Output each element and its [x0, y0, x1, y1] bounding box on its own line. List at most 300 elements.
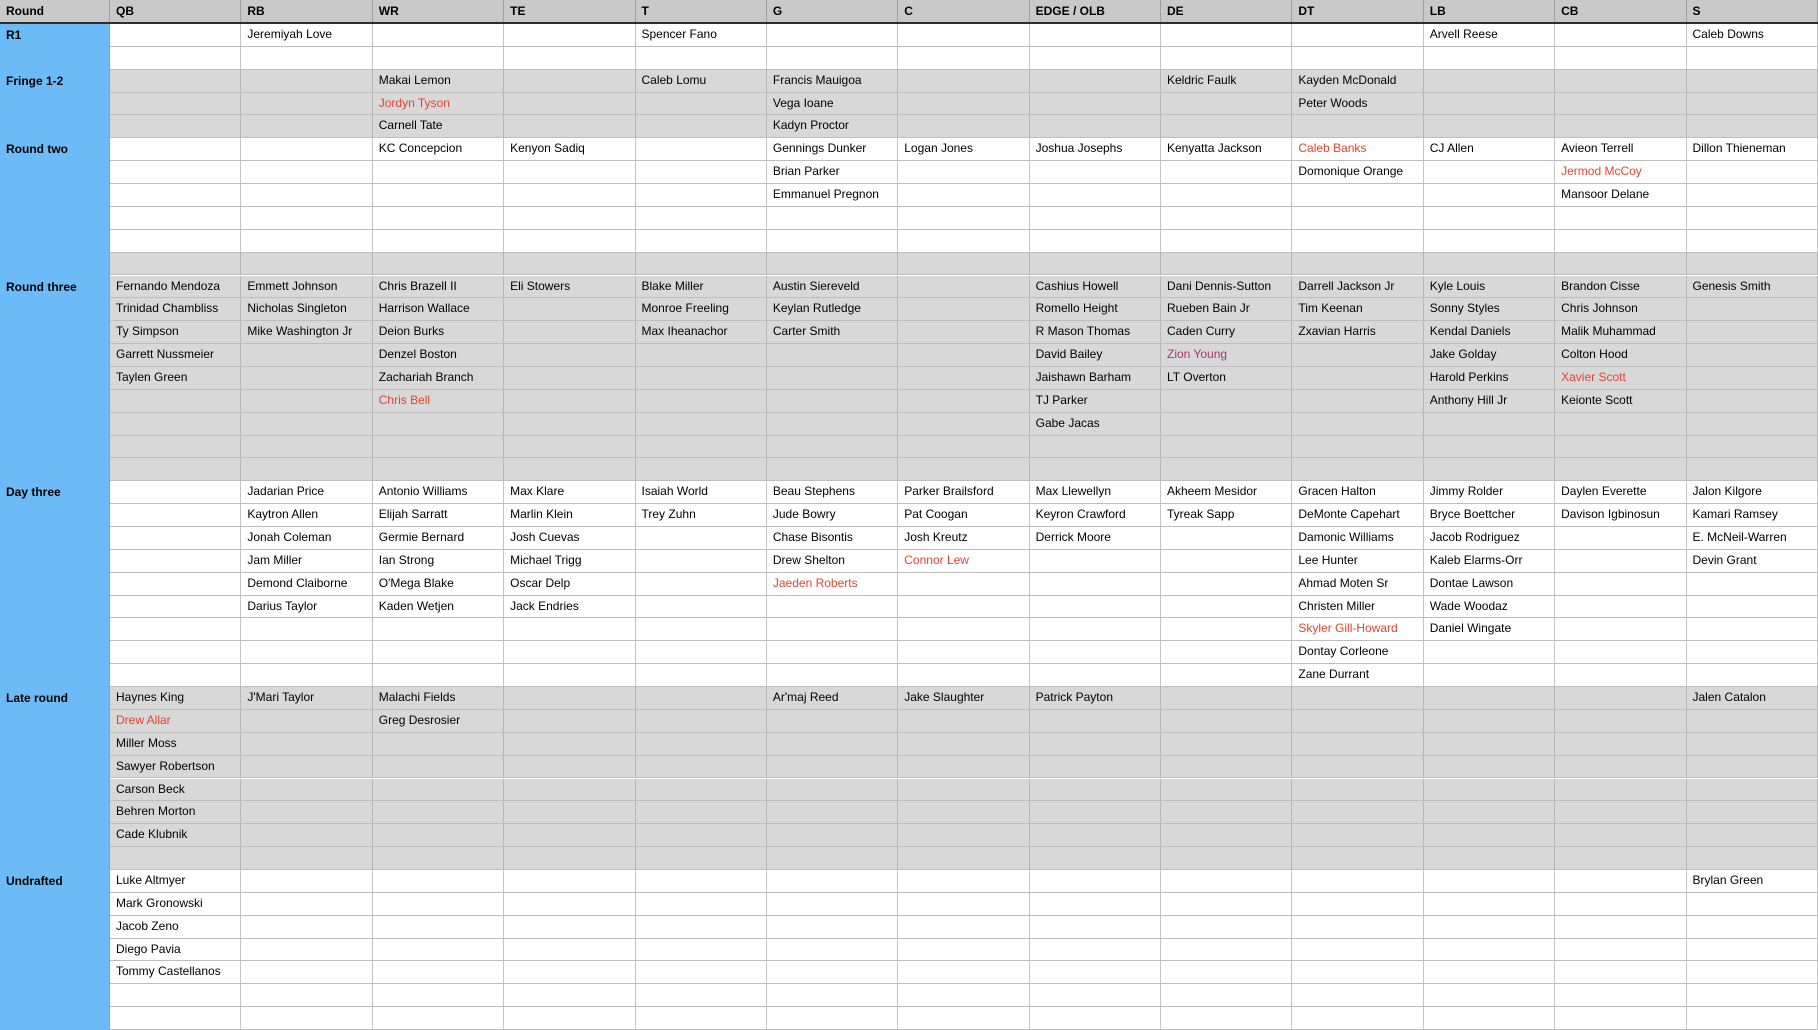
cell-c[interactable] [898, 733, 1029, 755]
cell-de[interactable] [1161, 893, 1292, 915]
cell-qb[interactable]: Ty Simpson [110, 321, 241, 343]
cell-lb[interactable]: Jacob Rodriguez [1424, 527, 1555, 549]
cell-lb[interactable]: Wade Woodaz [1424, 596, 1555, 618]
cell-c[interactable] [898, 618, 1029, 640]
cell-cb[interactable] [1555, 115, 1686, 137]
cell-de[interactable] [1161, 733, 1292, 755]
cell-de[interactable] [1161, 847, 1292, 869]
cell-dt[interactable]: Darrell Jackson Jr [1292, 276, 1423, 298]
cell-te[interactable]: Marlin Klein [504, 504, 635, 526]
cell-te[interactable] [504, 436, 635, 458]
cell-lb[interactable] [1424, 115, 1555, 137]
cell-de[interactable] [1161, 161, 1292, 183]
cell-c[interactable] [898, 847, 1029, 869]
cell-qb[interactable] [110, 596, 241, 618]
cell-wr[interactable]: Deion Burks [373, 321, 504, 343]
header-c[interactable]: C [898, 0, 1029, 22]
cell-de[interactable]: Dani Dennis-Sutton [1161, 276, 1292, 298]
cell-te[interactable] [504, 344, 635, 366]
cell-cb[interactable] [1555, 527, 1686, 549]
cell-g[interactable]: Beau Stephens [767, 481, 898, 503]
cell-t[interactable] [636, 687, 767, 709]
cell-t[interactable] [636, 436, 767, 458]
cell-edge[interactable] [1030, 230, 1161, 252]
cell-t[interactable]: Caleb Lomu [636, 70, 767, 92]
cell-cb[interactable]: Chris Johnson [1555, 298, 1686, 320]
cell-edge[interactable] [1030, 207, 1161, 229]
cell-s[interactable] [1687, 596, 1818, 618]
cell-qb[interactable] [110, 253, 241, 275]
cell-de[interactable] [1161, 939, 1292, 961]
cell-g[interactable] [767, 436, 898, 458]
cell-te[interactable] [504, 641, 635, 663]
cell-g[interactable]: Ar'maj Reed [767, 687, 898, 709]
cell-rb[interactable] [241, 870, 372, 892]
cell-qb[interactable] [110, 504, 241, 526]
cell-t[interactable] [636, 138, 767, 160]
cell-c[interactable] [898, 93, 1029, 115]
cell-wr[interactable] [373, 984, 504, 1006]
cell-t[interactable] [636, 1007, 767, 1029]
cell-c[interactable] [898, 458, 1029, 480]
header-g[interactable]: G [767, 0, 898, 22]
cell-qb[interactable] [110, 1007, 241, 1029]
cell-c[interactable] [898, 413, 1029, 435]
cell-dt[interactable] [1292, 824, 1423, 846]
cell-edge[interactable] [1030, 596, 1161, 618]
cell-lb[interactable] [1424, 710, 1555, 732]
cell-qb[interactable] [110, 24, 241, 46]
cell-wr[interactable] [373, 641, 504, 663]
cell-lb[interactable] [1424, 664, 1555, 686]
cell-t[interactable] [636, 413, 767, 435]
header-dt[interactable]: DT [1292, 0, 1423, 22]
cell-c[interactable]: Parker Brailsford [898, 481, 1029, 503]
cell-t[interactable] [636, 641, 767, 663]
cell-de[interactable] [1161, 436, 1292, 458]
cell-rb[interactable]: Jonah Coleman [241, 527, 372, 549]
cell-c[interactable] [898, 596, 1029, 618]
cell-te[interactable] [504, 253, 635, 275]
cell-edge[interactable] [1030, 573, 1161, 595]
cell-dt[interactable]: Domonique Orange [1292, 161, 1423, 183]
cell-wr[interactable] [373, 230, 504, 252]
cell-wr[interactable]: Germie Bernard [373, 527, 504, 549]
cell-dt[interactable] [1292, 961, 1423, 983]
cell-de[interactable] [1161, 527, 1292, 549]
cell-lb[interactable]: Kendal Daniels [1424, 321, 1555, 343]
cell-qb[interactable]: Taylen Green [110, 367, 241, 389]
cell-t[interactable] [636, 93, 767, 115]
cell-dt[interactable] [1292, 115, 1423, 137]
cell-dt[interactable] [1292, 939, 1423, 961]
cell-qb[interactable] [110, 47, 241, 69]
cell-cb[interactable] [1555, 779, 1686, 801]
group-label-round-two[interactable]: Round two [6, 142, 68, 157]
cell-te[interactable] [504, 779, 635, 801]
cell-s[interactable] [1687, 436, 1818, 458]
cell-de[interactable] [1161, 413, 1292, 435]
cell-edge[interactable] [1030, 870, 1161, 892]
cell-rb[interactable] [241, 47, 372, 69]
cell-t[interactable]: Monroe Freeling [636, 298, 767, 320]
cell-lb[interactable]: Kyle Louis [1424, 276, 1555, 298]
cell-dt[interactable] [1292, 756, 1423, 778]
cell-wr[interactable]: Greg Desrosier [373, 710, 504, 732]
cell-rb[interactable] [241, 115, 372, 137]
cell-lb[interactable] [1424, 253, 1555, 275]
cell-edge[interactable] [1030, 47, 1161, 69]
cell-lb[interactable] [1424, 893, 1555, 915]
cell-cb[interactable]: Mansoor Delane [1555, 184, 1686, 206]
cell-dt[interactable] [1292, 893, 1423, 915]
cell-wr[interactable] [373, 253, 504, 275]
cell-rb[interactable] [241, 93, 372, 115]
cell-rb[interactable] [241, 961, 372, 983]
cell-te[interactable] [504, 24, 635, 46]
cell-rb[interactable] [241, 390, 372, 412]
cell-rb[interactable] [241, 710, 372, 732]
cell-de[interactable] [1161, 458, 1292, 480]
cell-g[interactable] [767, 24, 898, 46]
cell-lb[interactable]: Daniel Wingate [1424, 618, 1555, 640]
cell-t[interactable] [636, 367, 767, 389]
cell-g[interactable]: Austin Siereveld [767, 276, 898, 298]
cell-edge[interactable] [1030, 664, 1161, 686]
cell-lb[interactable] [1424, 161, 1555, 183]
cell-lb[interactable] [1424, 824, 1555, 846]
cell-t[interactable] [636, 527, 767, 549]
cell-lb[interactable] [1424, 70, 1555, 92]
cell-de[interactable]: LT Overton [1161, 367, 1292, 389]
group-label-r1[interactable]: R1 [6, 28, 22, 42]
cell-qb[interactable] [110, 618, 241, 640]
cell-te[interactable]: Josh Cuevas [504, 527, 635, 549]
cell-de[interactable] [1161, 984, 1292, 1006]
cell-cb[interactable] [1555, 573, 1686, 595]
cell-lb[interactable] [1424, 687, 1555, 709]
cell-dt[interactable]: Tim Keenan [1292, 298, 1423, 320]
cell-g[interactable]: Drew Shelton [767, 550, 898, 572]
cell-de[interactable] [1161, 390, 1292, 412]
cell-te[interactable]: Max Klare [504, 481, 635, 503]
cell-qb[interactable]: Sawyer Robertson [110, 756, 241, 778]
cell-wr[interactable] [373, 870, 504, 892]
cell-g[interactable] [767, 367, 898, 389]
header-t[interactable]: T [636, 0, 767, 22]
cell-cb[interactable] [1555, 710, 1686, 732]
cell-cb[interactable] [1555, 596, 1686, 618]
cell-dt[interactable]: Skyler Gill-Howard [1292, 618, 1423, 640]
cell-g[interactable] [767, 664, 898, 686]
cell-edge[interactable] [1030, 984, 1161, 1006]
cell-lb[interactable] [1424, 916, 1555, 938]
cell-qb[interactable] [110, 70, 241, 92]
cell-rb[interactable]: Jadarian Price [241, 481, 372, 503]
cell-s[interactable]: Kamari Ramsey [1687, 504, 1818, 526]
cell-s[interactable]: Jalon Kilgore [1687, 481, 1818, 503]
cell-wr[interactable] [373, 161, 504, 183]
cell-qb[interactable] [110, 161, 241, 183]
cell-s[interactable] [1687, 618, 1818, 640]
cell-edge[interactable] [1030, 961, 1161, 983]
cell-te[interactable] [504, 115, 635, 137]
cell-c[interactable]: Josh Kreutz [898, 527, 1029, 549]
cell-s[interactable] [1687, 664, 1818, 686]
cell-rb[interactable]: Demond Claiborne [241, 573, 372, 595]
cell-te[interactable] [504, 939, 635, 961]
cell-c[interactable] [898, 893, 1029, 915]
cell-edge[interactable] [1030, 733, 1161, 755]
cell-g[interactable] [767, 779, 898, 801]
cell-rb[interactable] [241, 618, 372, 640]
cell-wr[interactable]: Kaden Wetjen [373, 596, 504, 618]
cell-de[interactable] [1161, 618, 1292, 640]
cell-dt[interactable]: Gracen Halton [1292, 481, 1423, 503]
cell-s[interactable]: Brylan Green [1687, 870, 1818, 892]
cell-te[interactable] [504, 984, 635, 1006]
cell-lb[interactable] [1424, 961, 1555, 983]
cell-s[interactable] [1687, 390, 1818, 412]
cell-s[interactable] [1687, 756, 1818, 778]
cell-te[interactable] [504, 390, 635, 412]
cell-de[interactable] [1161, 47, 1292, 69]
cell-wr[interactable]: Zachariah Branch [373, 367, 504, 389]
cell-lb[interactable] [1424, 801, 1555, 823]
cell-s[interactable] [1687, 710, 1818, 732]
cell-qb[interactable]: Haynes King [110, 687, 241, 709]
cell-t[interactable] [636, 961, 767, 983]
cell-dt[interactable] [1292, 458, 1423, 480]
cell-te[interactable] [504, 321, 635, 343]
cell-cb[interactable] [1555, 436, 1686, 458]
cell-te[interactable] [504, 710, 635, 732]
cell-dt[interactable]: Lee Hunter [1292, 550, 1423, 572]
cell-qb[interactable]: Jacob Zeno [110, 916, 241, 938]
cell-t[interactable] [636, 344, 767, 366]
cell-t[interactable] [636, 458, 767, 480]
cell-de[interactable] [1161, 573, 1292, 595]
cell-g[interactable] [767, 230, 898, 252]
cell-t[interactable] [636, 710, 767, 732]
cell-cb[interactable] [1555, 824, 1686, 846]
cell-edge[interactable] [1030, 161, 1161, 183]
cell-g[interactable] [767, 253, 898, 275]
cell-rb[interactable] [241, 1007, 372, 1029]
cell-g[interactable]: Chase Bisontis [767, 527, 898, 549]
cell-c[interactable] [898, 276, 1029, 298]
cell-c[interactable] [898, 207, 1029, 229]
cell-g[interactable]: Vega Ioane [767, 93, 898, 115]
cell-c[interactable] [898, 939, 1029, 961]
cell-g[interactable]: Jaeden Roberts [767, 573, 898, 595]
cell-te[interactable] [504, 847, 635, 869]
cell-cb[interactable] [1555, 893, 1686, 915]
cell-de[interactable] [1161, 207, 1292, 229]
cell-edge[interactable] [1030, 939, 1161, 961]
cell-rb[interactable]: Jeremiyah Love [241, 24, 372, 46]
cell-qb[interactable]: Mark Gronowski [110, 893, 241, 915]
cell-lb[interactable] [1424, 756, 1555, 778]
cell-de[interactable] [1161, 916, 1292, 938]
cell-rb[interactable] [241, 801, 372, 823]
cell-g[interactable] [767, 47, 898, 69]
cell-edge[interactable]: R Mason Thomas [1030, 321, 1161, 343]
header-s[interactable]: S [1687, 0, 1818, 22]
cell-qb[interactable] [110, 550, 241, 572]
cell-rb[interactable] [241, 984, 372, 1006]
cell-c[interactable] [898, 641, 1029, 663]
cell-t[interactable] [636, 984, 767, 1006]
cell-t[interactable] [636, 618, 767, 640]
cell-qb[interactable] [110, 184, 241, 206]
cell-edge[interactable] [1030, 824, 1161, 846]
cell-wr[interactable] [373, 618, 504, 640]
cell-lb[interactable] [1424, 436, 1555, 458]
cell-rb[interactable] [241, 733, 372, 755]
cell-qb[interactable] [110, 230, 241, 252]
cell-edge[interactable]: Max Llewellyn [1030, 481, 1161, 503]
cell-de[interactable] [1161, 184, 1292, 206]
cell-c[interactable] [898, 298, 1029, 320]
cell-dt[interactable] [1292, 47, 1423, 69]
cell-qb[interactable] [110, 641, 241, 663]
cell-de[interactable] [1161, 24, 1292, 46]
cell-t[interactable]: Blake Miller [636, 276, 767, 298]
cell-t[interactable] [636, 230, 767, 252]
cell-qb[interactable] [110, 527, 241, 549]
cell-wr[interactable] [373, 1007, 504, 1029]
cell-cb[interactable]: Jermod McCoy [1555, 161, 1686, 183]
cell-t[interactable] [636, 779, 767, 801]
cell-c[interactable]: Connor Lew [898, 550, 1029, 572]
cell-edge[interactable]: Derrick Moore [1030, 527, 1161, 549]
cell-edge[interactable]: David Bailey [1030, 344, 1161, 366]
group-label-fringe-1-2[interactable]: Fringe 1-2 [6, 73, 64, 88]
cell-t[interactable]: Trey Zuhn [636, 504, 767, 526]
cell-wr[interactable] [373, 756, 504, 778]
cell-g[interactable] [767, 916, 898, 938]
cell-rb[interactable]: Darius Taylor [241, 596, 372, 618]
header-wr[interactable]: WR [373, 0, 504, 22]
cell-c[interactable] [898, 916, 1029, 938]
cell-edge[interactable] [1030, 641, 1161, 663]
cell-dt[interactable]: Christen Miller [1292, 596, 1423, 618]
cell-wr[interactable] [373, 824, 504, 846]
cell-s[interactable] [1687, 893, 1818, 915]
header-cb[interactable]: CB [1555, 0, 1686, 22]
cell-t[interactable] [636, 596, 767, 618]
cell-de[interactable] [1161, 756, 1292, 778]
cell-dt[interactable]: DeMonte Capehart [1292, 504, 1423, 526]
cell-qb[interactable]: Garrett Nussmeier [110, 344, 241, 366]
cell-g[interactable]: Francis Mauigoa [767, 70, 898, 92]
cell-wr[interactable] [373, 916, 504, 938]
cell-lb[interactable] [1424, 984, 1555, 1006]
cell-rb[interactable]: Emmett Johnson [241, 276, 372, 298]
cell-t[interactable] [636, 207, 767, 229]
cell-te[interactable]: Jack Endries [504, 596, 635, 618]
cell-wr[interactable]: Chris Brazell II [373, 276, 504, 298]
cell-rb[interactable] [241, 253, 372, 275]
cell-s[interactable] [1687, 458, 1818, 480]
cell-qb[interactable] [110, 458, 241, 480]
cell-wr[interactable]: Harrison Wallace [373, 298, 504, 320]
cell-s[interactable] [1687, 161, 1818, 183]
cell-dt[interactable] [1292, 779, 1423, 801]
cell-s[interactable]: Caleb Downs [1687, 24, 1818, 46]
cell-te[interactable] [504, 47, 635, 69]
cell-dt[interactable] [1292, 847, 1423, 869]
cell-de[interactable] [1161, 664, 1292, 686]
cell-rb[interactable] [241, 458, 372, 480]
cell-dt[interactable] [1292, 733, 1423, 755]
cell-dt[interactable] [1292, 436, 1423, 458]
cell-rb[interactable] [241, 664, 372, 686]
cell-qb[interactable] [110, 93, 241, 115]
cell-de[interactable]: Caden Curry [1161, 321, 1292, 343]
cell-t[interactable]: Spencer Fano [636, 24, 767, 46]
cell-edge[interactable] [1030, 756, 1161, 778]
cell-t[interactable] [636, 550, 767, 572]
cell-qb[interactable] [110, 207, 241, 229]
cell-edge[interactable] [1030, 779, 1161, 801]
cell-rb[interactable] [241, 70, 372, 92]
cell-edge[interactable]: Romello Height [1030, 298, 1161, 320]
cell-cb[interactable] [1555, 1007, 1686, 1029]
cell-dt[interactable] [1292, 230, 1423, 252]
cell-de[interactable] [1161, 230, 1292, 252]
cell-c[interactable] [898, 321, 1029, 343]
cell-edge[interactable] [1030, 893, 1161, 915]
cell-cb[interactable] [1555, 70, 1686, 92]
cell-s[interactable] [1687, 1007, 1818, 1029]
cell-de[interactable] [1161, 253, 1292, 275]
cell-te[interactable] [504, 458, 635, 480]
cell-de[interactable]: Tyreak Sapp [1161, 504, 1292, 526]
cell-dt[interactable] [1292, 367, 1423, 389]
cell-cb[interactable]: Colton Hood [1555, 344, 1686, 366]
cell-te[interactable] [504, 801, 635, 823]
cell-lb[interactable] [1424, 458, 1555, 480]
cell-de[interactable]: Keldric Faulk [1161, 70, 1292, 92]
cell-wr[interactable] [373, 413, 504, 435]
cell-g[interactable] [767, 390, 898, 412]
cell-c[interactable]: Pat Coogan [898, 504, 1029, 526]
cell-s[interactable] [1687, 93, 1818, 115]
cell-de[interactable] [1161, 824, 1292, 846]
cell-g[interactable] [767, 344, 898, 366]
cell-de[interactable] [1161, 596, 1292, 618]
cell-lb[interactable] [1424, 779, 1555, 801]
cell-cb[interactable]: Malik Muhammad [1555, 321, 1686, 343]
group-label-late-round[interactable]: Late round [6, 691, 68, 706]
cell-s[interactable]: E. McNeil-Warren [1687, 527, 1818, 549]
cell-te[interactable] [504, 367, 635, 389]
cell-edge[interactable]: Keyron Crawford [1030, 504, 1161, 526]
header-edge[interactable]: EDGE / OLB [1030, 0, 1161, 22]
cell-dt[interactable]: Zxavian Harris [1292, 321, 1423, 343]
cell-s[interactable] [1687, 253, 1818, 275]
cell-c[interactable] [898, 344, 1029, 366]
cell-wr[interactable]: Malachi Fields [373, 687, 504, 709]
cell-t[interactable]: Max Iheanachor [636, 321, 767, 343]
cell-g[interactable]: Carter Smith [767, 321, 898, 343]
cell-dt[interactable]: Kayden McDonald [1292, 70, 1423, 92]
header-de[interactable]: DE [1161, 0, 1292, 22]
cell-qb[interactable]: Drew Allar [110, 710, 241, 732]
cell-s[interactable]: Genesis Smith [1687, 276, 1818, 298]
